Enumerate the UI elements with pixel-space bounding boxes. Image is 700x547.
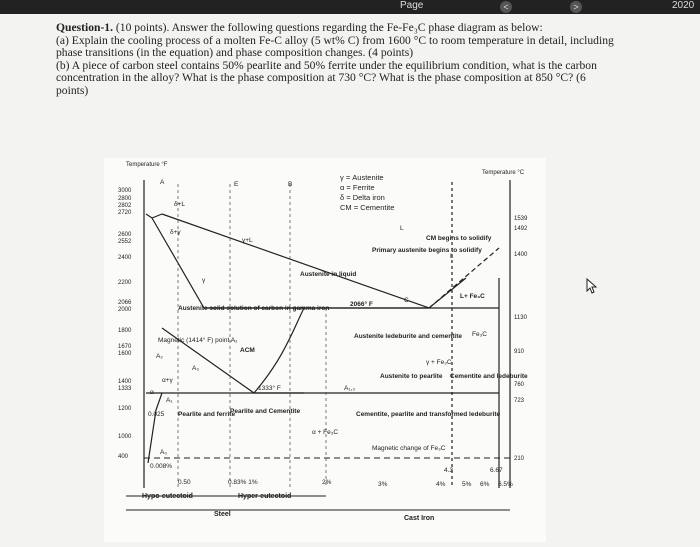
next-page-button[interactable]: > bbox=[570, 1, 582, 13]
fe3c-label: Fe₃C bbox=[472, 331, 487, 338]
solidus-line bbox=[152, 218, 429, 308]
cast-iron-label: Cast Iron bbox=[404, 515, 435, 522]
left-ticks bbox=[118, 188, 132, 460]
question-part-b: (b) A piece of carbon steel contains 50% pearlite and 50% ferrite under the equilibrium condition, what is the carbon concentration in the alloy? What is the phase composition at 730 °C? What is the phase composition at 850 °C? (6 points) bbox=[56, 58, 597, 97]
cementite-ledeburite: Cementite and ledeburite bbox=[450, 373, 528, 380]
left-axis-title: Temperature °F bbox=[126, 162, 168, 168]
label-A2: A₂ bbox=[156, 353, 163, 360]
c-65: 6.5% bbox=[498, 481, 513, 488]
primary-austenite: Primary austenite begins to solidify bbox=[372, 247, 482, 254]
tick-left-12: 1600 bbox=[118, 351, 132, 357]
tick-right-1: 1492 bbox=[514, 226, 528, 232]
tick-left-13: 1400 bbox=[118, 379, 132, 385]
label-A13: A₁,₃ bbox=[344, 385, 355, 392]
tick-left-6: 2400 bbox=[118, 255, 132, 261]
tick-left-4: 2600 bbox=[118, 232, 132, 238]
tick-left-8: 2066 bbox=[118, 300, 132, 306]
tick-left-1: 2800 bbox=[118, 196, 132, 202]
label-delta-L: δ+L bbox=[174, 201, 186, 208]
peritectic-line bbox=[146, 214, 162, 218]
c-2: 2% bbox=[322, 479, 332, 486]
alpha-fe3c: α + Fe₃C bbox=[312, 429, 339, 436]
label-L: L bbox=[400, 225, 404, 232]
tick-right-3: 1130 bbox=[514, 315, 527, 321]
tick-right-5: 760 bbox=[514, 382, 525, 388]
label-alpha-gamma: α+γ bbox=[162, 377, 173, 384]
c-083: 0.83% 1% bbox=[228, 479, 258, 486]
composition-guides bbox=[178, 184, 326, 488]
liquidus-left bbox=[162, 214, 466, 308]
label-A0: A₀ bbox=[160, 449, 168, 456]
legend-ferrite: α = Ferrite bbox=[340, 183, 375, 192]
label-B: B bbox=[288, 181, 293, 188]
label-delta-gamma: δ+γ bbox=[170, 229, 181, 236]
prev-page-button[interactable]: < bbox=[500, 1, 512, 13]
fe-fe3c-phase-diagram bbox=[104, 158, 546, 542]
tick-left-7: 2200 bbox=[118, 280, 132, 286]
legend-delta: δ = Delta iron bbox=[340, 193, 385, 202]
question-part-a: (a) Explain the cooling process of a molten Fe-C alloy (5 wt% C) from 1600 °C to room temperature in detail, including phase transitions (in the equation) and phase composition changes. (4 points) bbox=[56, 33, 614, 60]
steel-label: Steel bbox=[214, 511, 231, 518]
question-points: (10 points). Answer the following questions regarding the Fe-Fe₃C phase diagram as below: bbox=[113, 21, 543, 34]
tick-right-0: 1539 bbox=[514, 216, 528, 222]
year-label: 2020 bbox=[672, 0, 695, 11]
tick-right-4: 910 bbox=[514, 349, 525, 355]
c-5: 5% bbox=[462, 481, 472, 488]
cementite-pearlite: Cementite, pearlite and transformed ledeburite bbox=[356, 411, 501, 418]
c-667: 6.67 bbox=[490, 467, 503, 474]
label-A3: A₃ bbox=[192, 365, 199, 372]
tick-left-16: 1000 bbox=[118, 434, 132, 440]
mouse-cursor-icon bbox=[586, 278, 598, 294]
c-43: 4.3 bbox=[444, 467, 454, 474]
gamma-fe3c: γ + Fe₃C bbox=[426, 359, 452, 366]
tick-left-9: 2000 bbox=[118, 307, 132, 313]
legend-cementite: CM = Cementite bbox=[340, 203, 395, 212]
hypo-eutectoid-label: Hypo-eutectoid bbox=[142, 493, 193, 500]
austenite-ledeburite: Austenite ledeburite and cementite bbox=[354, 333, 462, 340]
temp-2066: 2066° F bbox=[350, 301, 373, 308]
c-4: 4% bbox=[436, 481, 446, 488]
tick-left-10: 1800 bbox=[118, 328, 132, 334]
c-050: 0.50 bbox=[178, 479, 191, 486]
bottom-labels bbox=[142, 493, 434, 522]
question-intro bbox=[56, 22, 616, 35]
austenite-to-pearlite: Austenite to pearlite bbox=[380, 373, 443, 380]
tick-right-2: 1400 bbox=[514, 252, 528, 258]
cm-begins: CM begins to solidify bbox=[426, 235, 492, 242]
question-heading: Question-1. bbox=[56, 21, 114, 34]
acm-label: ACM bbox=[240, 347, 255, 354]
phase-diagram-svg bbox=[104, 158, 546, 542]
tick-left-11: 1670 bbox=[118, 344, 132, 350]
tick-left-15: 1200 bbox=[118, 406, 132, 412]
page-label: Page bbox=[400, 0, 424, 11]
tick-left-0: 3000 bbox=[118, 188, 132, 194]
austenite-in-liquid: Austenite in liquid bbox=[300, 271, 357, 278]
tick-left-5: 2552 bbox=[118, 239, 132, 245]
tick-right-7: 210 bbox=[514, 456, 525, 462]
magnetic-change: Magnetic change of Fe₃C bbox=[372, 445, 446, 452]
label-A: A bbox=[160, 179, 165, 186]
tick-right-6: 723 bbox=[514, 398, 525, 404]
label-C: C bbox=[404, 297, 409, 304]
magnetic-point: Magnetic (1414° F) point A₂ bbox=[158, 337, 238, 344]
tick-left-17: 400 bbox=[118, 454, 129, 460]
pearlite-cementite: Pearlite and Cementite bbox=[230, 408, 301, 415]
austenite-solid: Austenite solid solution of carbon in gamma iron bbox=[178, 305, 330, 312]
label-L-right: L bbox=[450, 253, 454, 260]
c-3: 3% bbox=[378, 481, 388, 488]
label-gamma-L: γ+L bbox=[242, 237, 253, 244]
question-text bbox=[56, 22, 616, 98]
right-axis-title: Temperature °C bbox=[482, 170, 525, 176]
tick-left-14: 1333 bbox=[118, 386, 132, 392]
l-fe3c: L+ Fe₃C bbox=[460, 293, 485, 300]
legend bbox=[340, 173, 394, 212]
hyper-eutectoid-label: Hyper-eutectoid bbox=[238, 493, 292, 500]
legend-austenite: γ = Austenite bbox=[340, 173, 384, 182]
label-alpha: α bbox=[150, 389, 154, 396]
c-6: 6% bbox=[480, 481, 490, 488]
c-0025: 0.025 bbox=[148, 411, 165, 418]
tick-left-3: 2720 bbox=[118, 210, 132, 216]
label-gamma: γ bbox=[202, 277, 206, 284]
c-0008: 0.008% bbox=[150, 463, 173, 470]
label-E: E bbox=[234, 181, 239, 188]
pearlite-ferrite: Pearlite and ferrite bbox=[178, 411, 236, 418]
composition-labels bbox=[148, 411, 513, 488]
label-A1: A₁ bbox=[166, 397, 173, 404]
right-ticks bbox=[514, 216, 528, 462]
tick-left-2: 2802 bbox=[118, 203, 132, 209]
acm-line bbox=[254, 308, 304, 393]
temp-1333: 1333° F bbox=[258, 385, 281, 392]
region-labels bbox=[158, 235, 528, 452]
browser-top-bar bbox=[0, 0, 700, 14]
